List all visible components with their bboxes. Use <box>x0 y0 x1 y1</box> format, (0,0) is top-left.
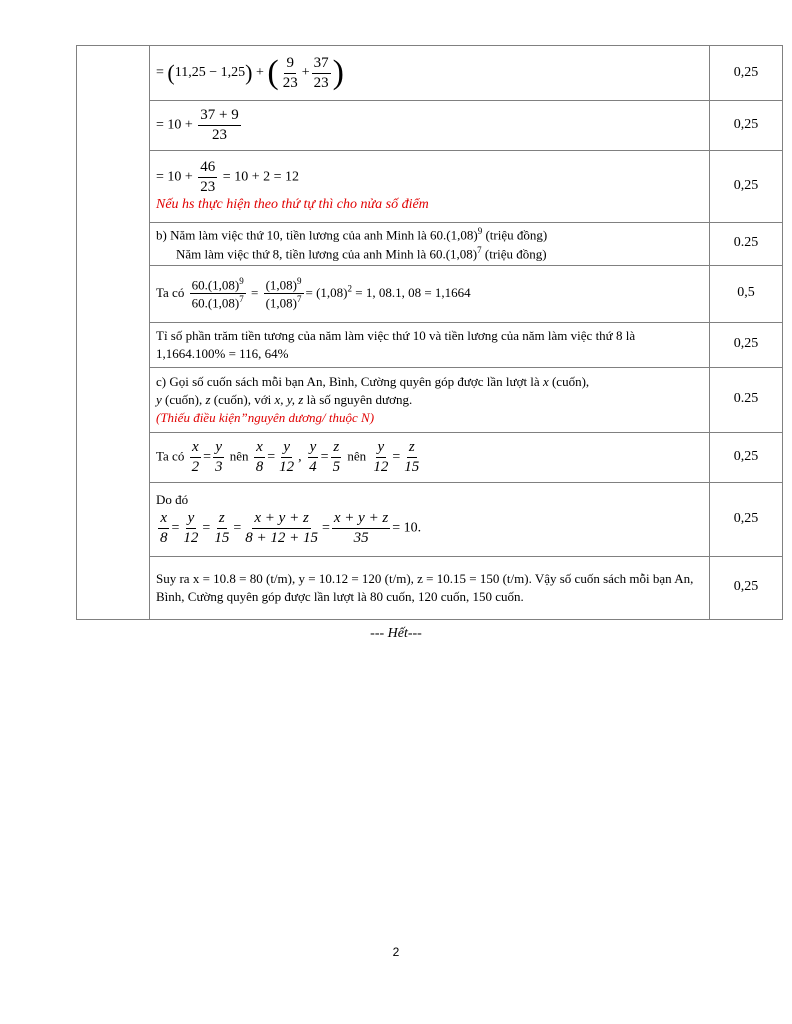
question-column <box>77 46 150 620</box>
table-row <box>77 101 783 151</box>
solution-cell: = 10 + $\frac{37 + 9}{23}$ <box>150 101 710 151</box>
fraction: $\frac{x}{8}$ <box>160 509 168 546</box>
solution-cell: Ta có $\frac{x}{2}$ = $\frac{y}{3}$ nên $\frac{x}{8}$ = $\frac{y}{12}$ , $\frac{y}{4}$ = $\frac{z}{5}$ nên $\frac{y}{12}$ = $\frac{z}{15}$ <box>150 432 710 482</box>
fraction: $\frac{60.(1,08)^9}{60.(1,08)^7}$ <box>191 275 244 311</box>
fraction: $\frac{37 + 9}{23}$ <box>200 107 239 143</box>
fraction: $\frac{x}{8}$ <box>255 439 264 475</box>
solution-cell: Ta có $\frac{60.(1,08)^9}{60.(1,08)^7}$ = $\frac{(1,08)^9}{(1,08)^7}$ = $(1,08)^2 = 1$, 08.1, 08 = 1,1664 <box>150 265 710 322</box>
score-cell: 0,25 <box>710 322 783 367</box>
page-number: 2 <box>392 945 400 959</box>
solution-cell: Suy ra x = 10.8 = 80 (t/m), y = 10.12 = 120 (t/m), z = 10.15 = 150 (t/m). Vậy số cuốn sách mỗi bạn An, Bình, Cường quyên góp được lần lượt là 80 cuốn, 120 cuốn, 150 cuốn. <box>150 556 710 619</box>
score-cell: 0.25 <box>710 223 783 266</box>
fraction: $\frac{z}{15}$ <box>214 509 230 546</box>
fraction: $\frac{37}{23}$ <box>313 54 329 91</box>
fraction: $\frac{z}{15}$ <box>404 439 420 475</box>
fraction: $\frac{y}{12}$ <box>373 439 389 475</box>
solution-cell: = 10 + $\frac{46}{23}$ = 10 + 2 = 12 Nếu hs thực hiện theo thứ tự thì cho nửa số điểm <box>150 151 710 223</box>
fraction: $\frac{y}{12}$ <box>279 439 295 475</box>
grading-note: (Thiếu điều kiện”nguyên dương/ thuộc N) <box>156 409 375 425</box>
score-cell: 0,5 <box>710 265 783 322</box>
table-row <box>77 367 783 432</box>
table-row <box>77 151 783 223</box>
table-row <box>77 46 783 101</box>
paren-expr: 11,25 − 1,25 <box>174 65 246 81</box>
score-cell: 0,25 <box>710 101 783 151</box>
table-row <box>77 322 783 367</box>
score-cell: 0,25 <box>710 151 783 223</box>
answer-table <box>76 45 783 620</box>
fraction: $\frac{x + y + z}{35}$ <box>333 509 389 546</box>
fraction: $\frac{46}{23}$ <box>200 158 216 195</box>
table-row <box>77 223 783 266</box>
grading-note: Nếu hs thực hiện theo thứ tự thì cho nửa số điểm <box>156 197 429 213</box>
end-marker: --- Hết--- <box>370 626 422 641</box>
fraction: $\frac{y}{12}$ <box>183 509 199 546</box>
table-row <box>77 556 783 619</box>
fraction: $\frac{x + y + z}{8 + 12 + 15}$ <box>245 509 318 546</box>
solution-cell: = (11,25 − 1,25) + ( $\frac{9}{23}$ + $\frac{37}{23}$ ) <box>150 46 710 101</box>
fraction: $\frac{z}{5}$ <box>332 439 341 475</box>
fraction: $\frac{x}{2}$ <box>191 439 200 475</box>
score-cell: 0,25 <box>710 482 783 556</box>
solution-cell: Tỉ số phần trăm tiền tương của năm làm việc thứ 10 và tiền lương của năm làm việc thứ 8 là 1,1664.100% = 116, 64% <box>150 322 710 367</box>
table-row <box>77 432 783 482</box>
score-cell: 0.25 <box>710 367 783 432</box>
fraction: $\frac{(1,08)^9}{(1,08)^7}$ <box>265 275 302 311</box>
solution-cell: c) Gọi số cuốn sách mỗi bạn An, Bình, Cường quyên góp được lần lượt là x (cuốn), y (cuốn), z (cuốn), với x, y, z là số nguyên dương. (Thiếu điều kiện”nguyên dương/ thuộc N) <box>150 367 710 432</box>
solution-cell: b) Năm làm việc thứ 10, tiền lương của anh Minh là $60.(1,08)^9$ (triệu đồng) Năm làm việc thứ 8, tiền lương của anh Minh là $60.(1,08)^7$ (triệu đồng) <box>150 223 710 266</box>
solution-cell: Do đó $\frac{x}{8}$ = $\frac{y}{12}$ = $\frac{z}{15}$ = $\frac{x + y + z}{8 + 12 + 15}$ = $\frac{x + y + z}{35}$ = 10. <box>150 482 710 556</box>
fraction: $\frac{y}{4}$ <box>309 439 317 475</box>
score-cell: 0,25 <box>710 432 783 482</box>
fraction: $\frac{y}{3}$ <box>214 439 223 475</box>
expr-prefix: = <box>156 65 168 81</box>
score-cell: 0,25 <box>710 46 783 101</box>
fraction: $\frac{9}{23}$ <box>282 54 298 91</box>
score-cell: 0,25 <box>710 556 783 619</box>
table-row <box>77 265 783 322</box>
table-row <box>77 482 783 556</box>
